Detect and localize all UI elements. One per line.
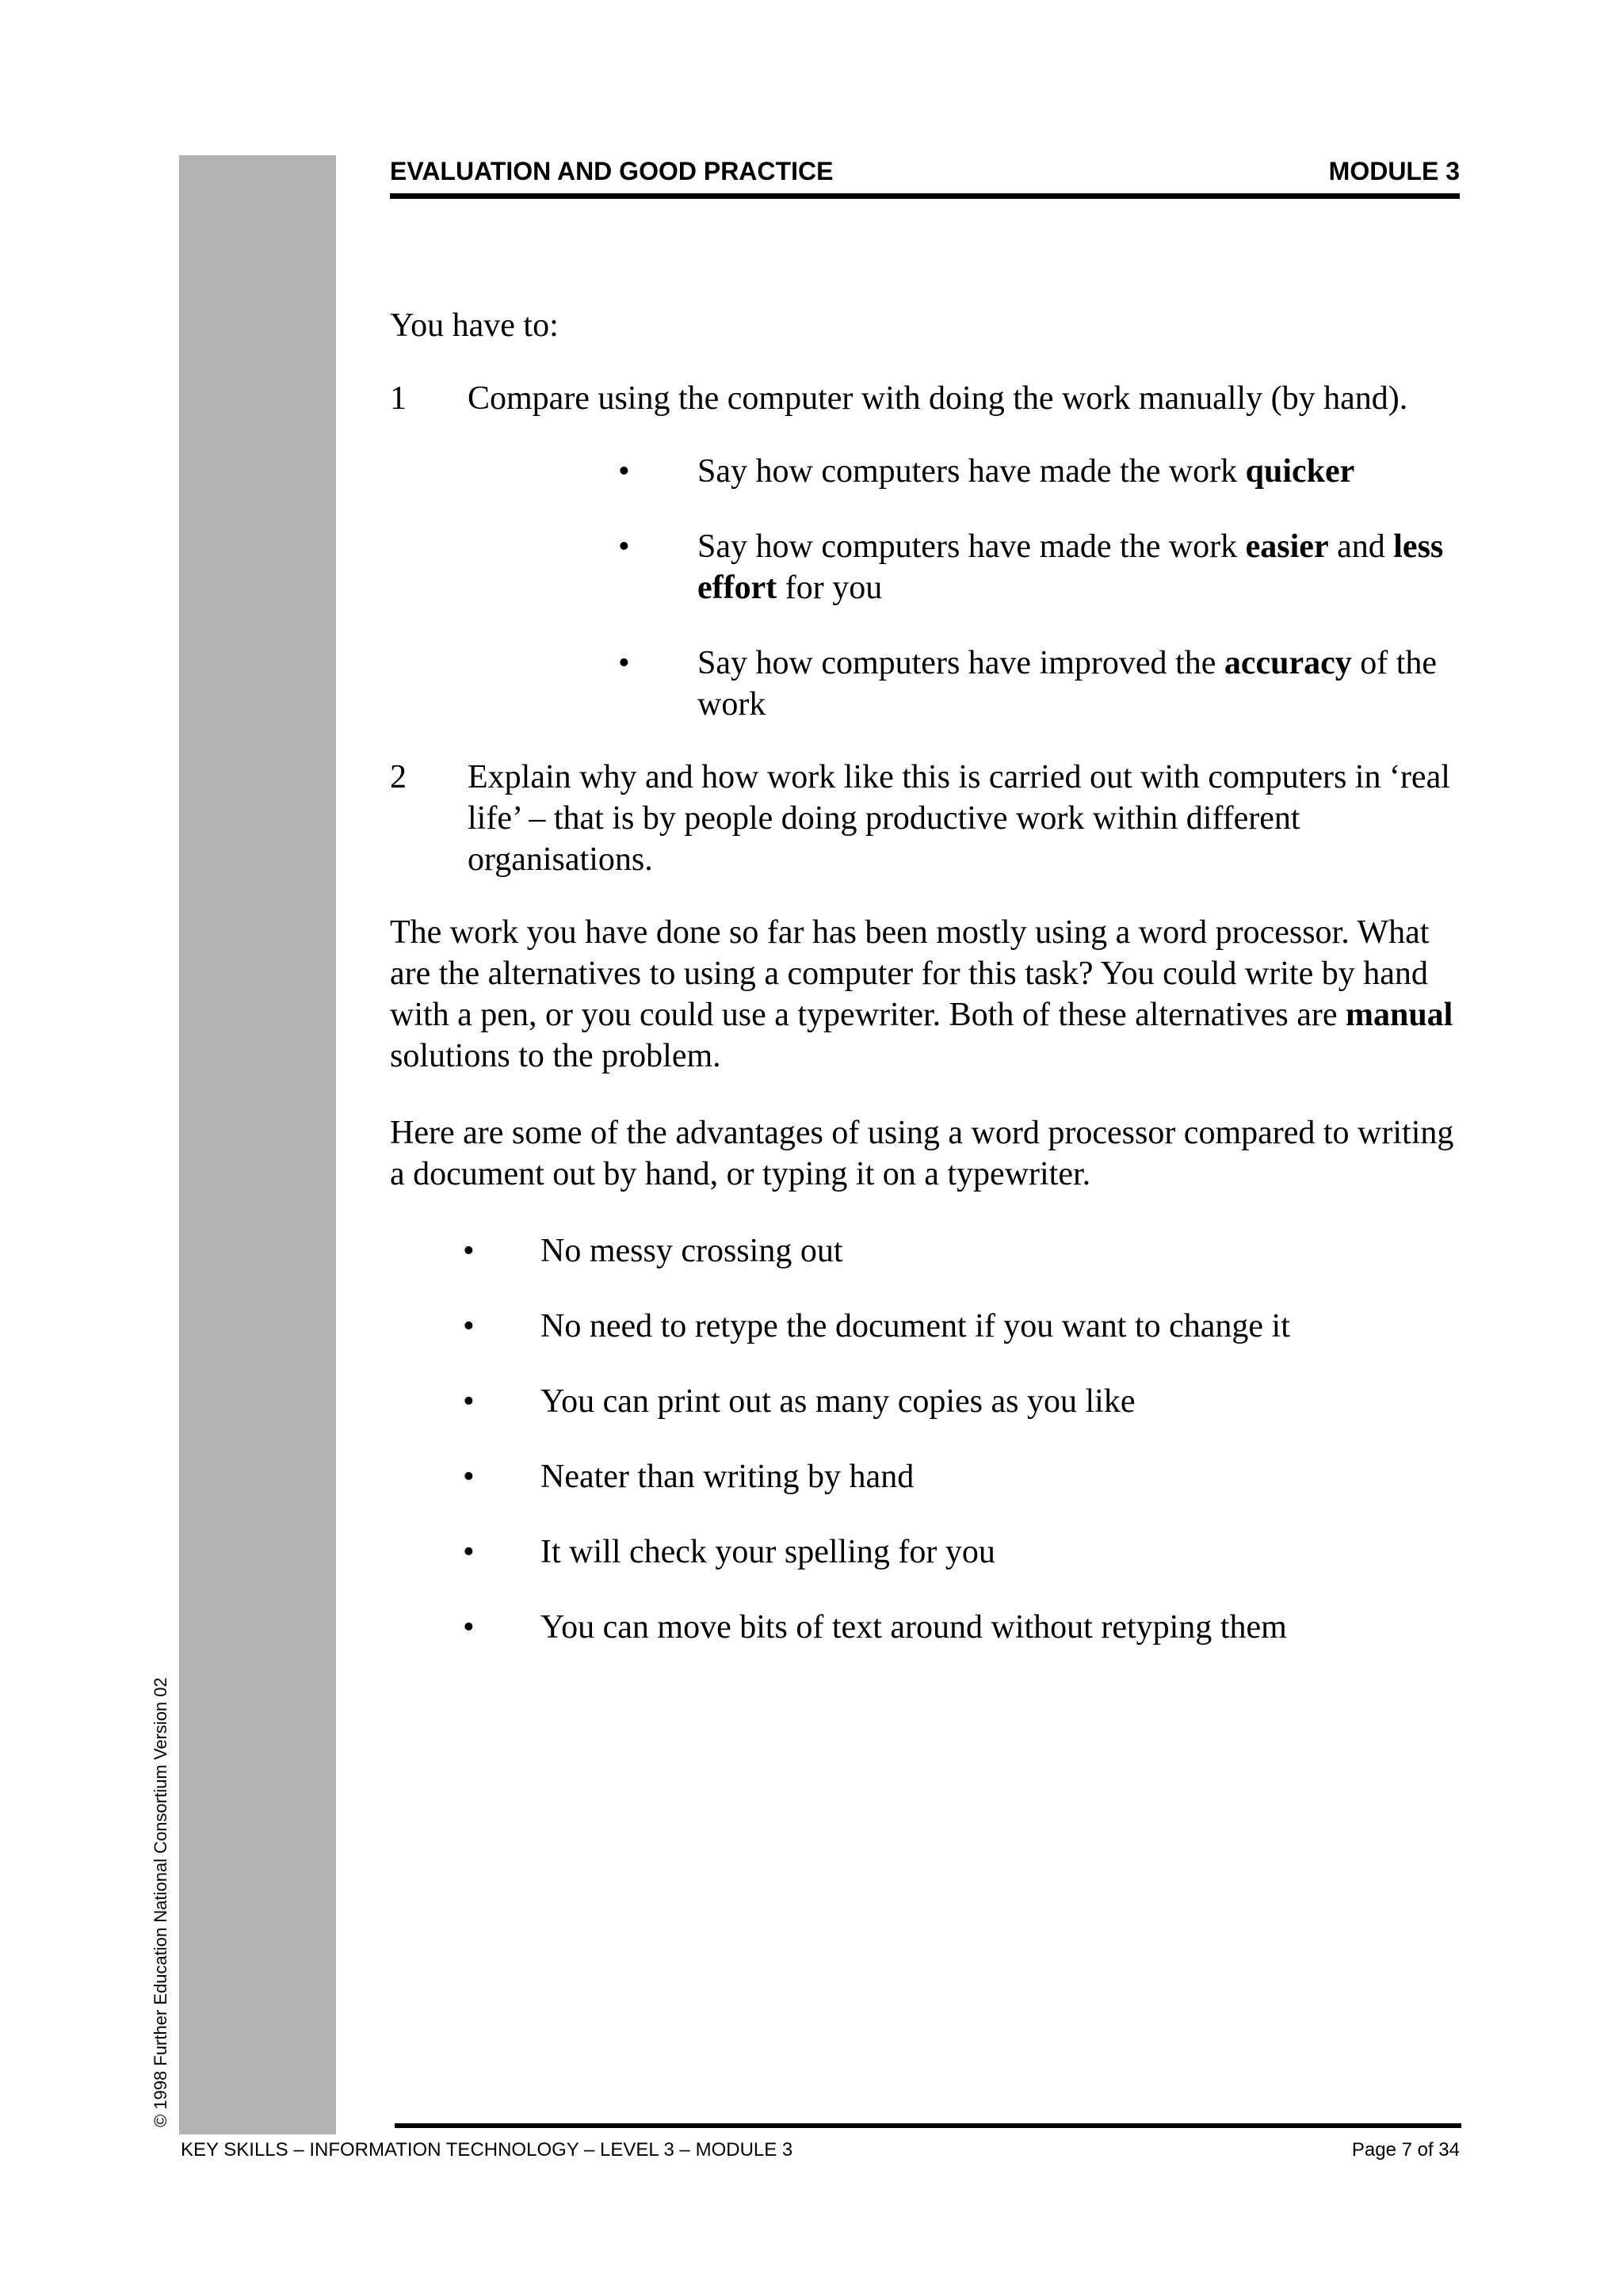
sidebar-band — [179, 155, 336, 2134]
bullet-icon: • — [463, 1233, 475, 1269]
module-label: MODULE 3 — [1328, 157, 1460, 185]
item-text: Compare using the computer with doing the work manually (by hand). — [468, 380, 1408, 417]
intro-text: You have to: — [390, 307, 559, 344]
paragraph-alternatives: The work you have done so far has been mostly using a word processor. What are the alternatives to using a computer for this task? You could write by hand with a pen, or you could use a typewriter. Both of these alternatives are manual solutions to the problem. — [390, 914, 1453, 1074]
item-number: 1 — [390, 380, 407, 417]
bullet-icon: • — [463, 1383, 475, 1420]
item-number: 2 — [390, 759, 407, 795]
list-item: • No messy crossing out — [390, 1230, 1460, 1272]
item-text: Explain why and how work like this is carried out with computers in ‘real life’ – that is by people doing productive work within different organisations. — [468, 759, 1450, 878]
list-item: • Neater than writing by hand — [390, 1456, 1460, 1497]
page-number: Page 7 of 34 — [1351, 2139, 1460, 2161]
list-item: • You can move bits of text around without retyping them — [390, 1607, 1460, 1648]
bullet-icon: • — [618, 528, 630, 565]
bullet-list — [545, 451, 1460, 725]
list-item: • It will check your spelling for you — [390, 1531, 1460, 1573]
bullet-icon: • — [463, 1609, 475, 1646]
bullet-icon: • — [618, 453, 630, 490]
paragraph-advantages: Here are some of the advantages of using a word processor compared to writing a document out by hand, or typing it on a typewriter. — [390, 1115, 1454, 1192]
list-item: • You can print out as many copies as you like — [390, 1381, 1460, 1422]
bullet-icon: • — [463, 1308, 475, 1344]
bullet-icon: • — [463, 1459, 475, 1495]
footer-course: KEY SKILLS – INFORMATION TECHNOLOGY – LEVEL 3 – MODULE 3 — [181, 2139, 793, 2161]
numbered-item-2 — [390, 757, 1460, 880]
numbered-item-1 — [390, 378, 1460, 725]
list-item: • No need to retype the document if you want to change it — [390, 1306, 1460, 1347]
advantages-list — [390, 1230, 1460, 1648]
header-rule — [390, 193, 1460, 199]
section-title: EVALUATION AND GOOD PRACTICE — [390, 157, 834, 185]
footer-rule — [395, 2123, 1461, 2128]
list-item: • Say how computers have improved the accuracy of the work — [545, 643, 1460, 725]
main-content — [390, 305, 1460, 1682]
list-item: • Say how computers have made the work easier and less effort for you — [545, 526, 1460, 608]
bullet-icon: • — [618, 645, 630, 681]
bullet-icon: • — [463, 1534, 475, 1570]
copyright-note: © 1998 Further Education National Consortium Version 02 — [151, 1677, 170, 2127]
list-item: • Say how computers have made the work quicker — [545, 451, 1460, 492]
